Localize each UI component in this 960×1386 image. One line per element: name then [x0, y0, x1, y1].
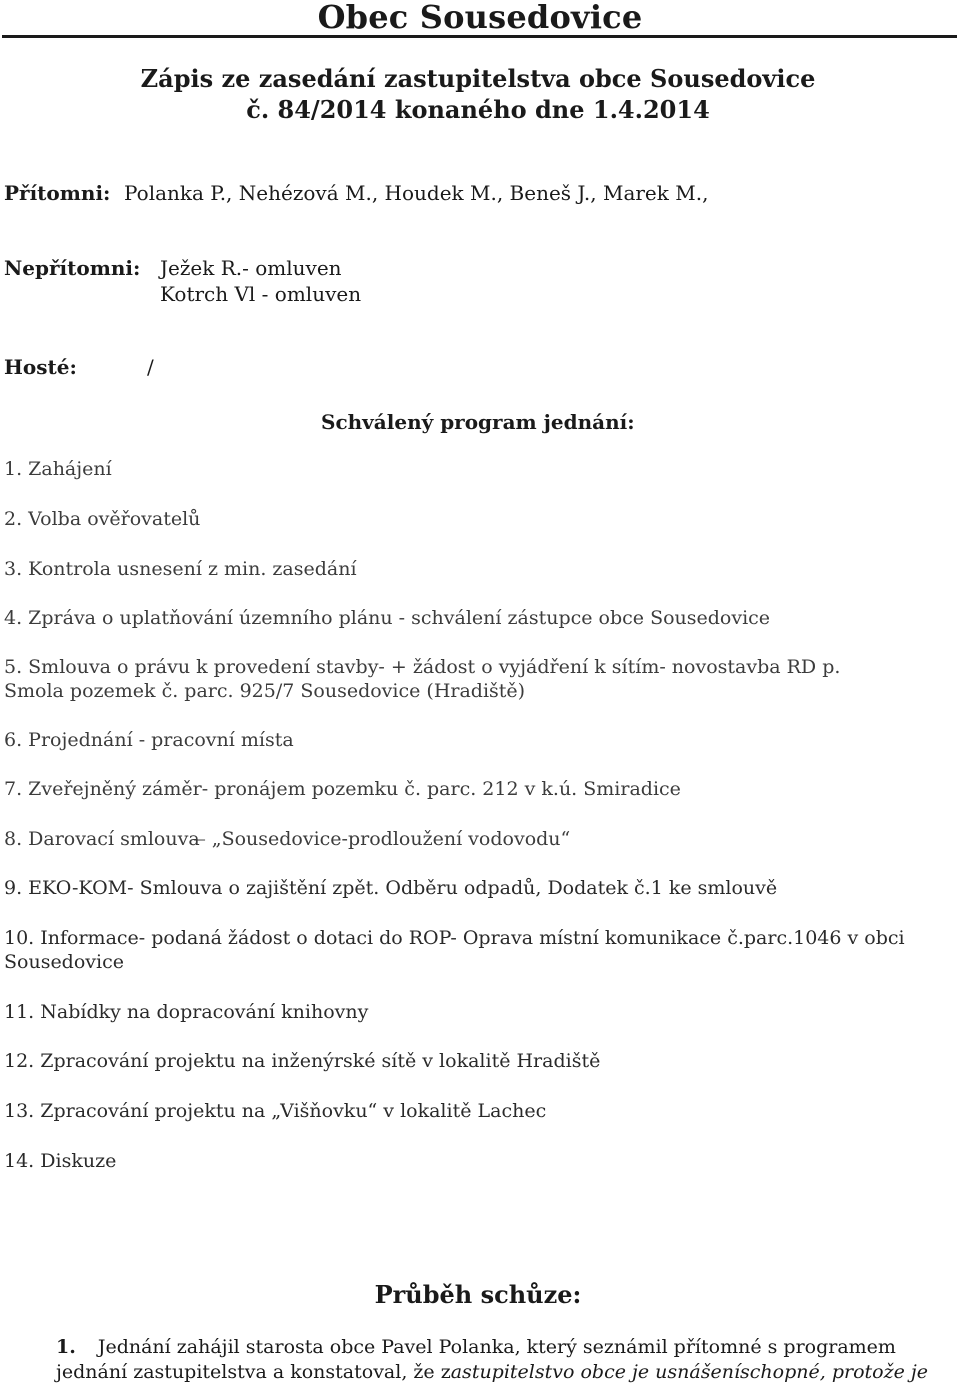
agenda-item: 4. Zpráva o uplatňování územního plánu - schválení zástupce obce Sousedovice: [4, 607, 771, 629]
header-divider: [2, 35, 957, 38]
guests-label: Hosté:: [4, 355, 77, 379]
agenda-item: 8. Darovací smlouva ̶ „Sousedovice-prodloužení vodovodu“: [4, 828, 571, 850]
municipality-title: Obec Sousedovice: [317, 0, 643, 36]
proceedings-heading: Průběh schůze:: [374, 1280, 582, 1309]
present-value: Polanka P., Nehézová M., Houdek M., Beneš J., Marek M.,: [124, 181, 709, 205]
present-label: Přítomni:: [4, 181, 111, 205]
agenda-item: 1. Zahájení: [4, 458, 112, 480]
agenda-item: 6. Projednání - pracovní místa: [4, 729, 294, 751]
agenda-item: 9. EKO-KOM- Smlouva o zajištění zpět. Odběru odpadů, Dodatek č.1 ke smlouvě: [4, 877, 778, 899]
agenda-item: 5. Smlouva o právu k provedení stavby- + žádost o vyjádření k sítím- novostavba RD p.: [4, 656, 841, 678]
agenda-item: 12. Zpracování projektu na inženýrské sítě v lokalitě Hradiště: [4, 1050, 601, 1072]
agenda-item: 14. Diskuze: [4, 1150, 117, 1172]
absent-label: Nepřítomni:: [4, 256, 141, 280]
agenda-item: 2. Volba ověřovatelů: [4, 508, 201, 530]
agenda-item: 7. Zveřejněný záměr- pronájem pozemku č. parc. 212 v k.ú. Smiradice: [4, 778, 681, 800]
proceedings-paragraph: [56, 1335, 951, 1385]
agenda-item-continuation: Smola pozemek č. parc. 925/7 Sousedovice (Hradiště): [4, 680, 526, 702]
agenda-item: 11. Nabídky na dopracování knihovny: [4, 1001, 369, 1023]
agenda-item: 3. Kontrola usnesení z min. zasedání: [4, 558, 357, 580]
absent-value: Ježek R.- omluven: [160, 256, 342, 280]
document-title: Zápis ze zasedání zastupitelstva obce Sousedovice: [140, 64, 816, 93]
paragraph-number: 1.: [56, 1336, 76, 1358]
paragraph-text: Jednání zahájil starosta obce Pavel Polanka, který seznámil přítomné s programem jednání zastupitelstva a konstatoval, že z: [56, 1336, 896, 1383]
program-heading: Schválený program jednání:: [321, 410, 635, 434]
document-subtitle: č. 84/2014 konaného dne 1.4.2014: [246, 95, 710, 124]
paragraph-text-italic: astupitelstvo obce je usnášeníschopné, protože je: [450, 1361, 929, 1383]
agenda-item: 10. Informace- podaná žádost o dotaci do ROP- Oprava místní komunikace č.parc.1046 v obci: [4, 927, 905, 949]
absent-value: Kotrch Vl - omluven: [160, 282, 362, 306]
guests-value: /: [147, 355, 154, 379]
agenda-item-continuation: Sousedovice: [4, 951, 124, 973]
agenda-item: 13. Zpracování projektu na „Višňovku“ v lokalitě Lachec: [4, 1100, 547, 1122]
